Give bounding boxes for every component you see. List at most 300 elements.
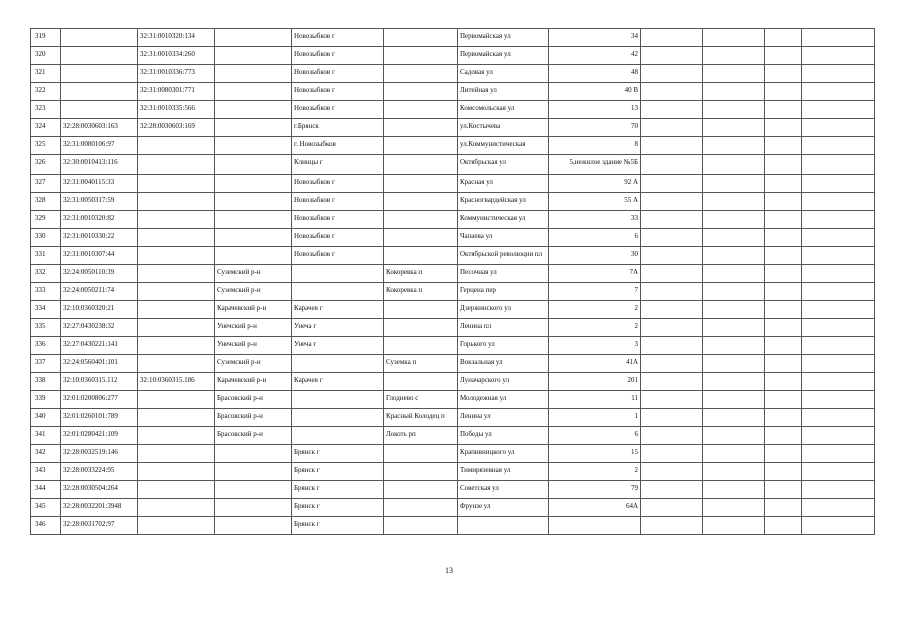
cadastral-number: 32:27:0430221:141: [61, 337, 138, 355]
empty-cell: [802, 337, 875, 355]
empty-cell: [703, 301, 765, 319]
district-cell: Суземский р-н: [215, 283, 292, 301]
empty-cell: [703, 409, 765, 427]
cadastral-number: 32:31:0040115:33: [61, 175, 138, 193]
empty-cell: [641, 83, 703, 101]
cadastral-number-2: [138, 301, 215, 319]
street-cell: Советская ул: [458, 481, 549, 499]
cadastral-number: 32:24:0050110:39: [61, 265, 138, 283]
empty-cell: [703, 427, 765, 445]
cadastral-number: 32:24:0560401:101: [61, 355, 138, 373]
cadastral-number: 32:01:0260101:789: [61, 409, 138, 427]
cadastral-number-2: [138, 481, 215, 499]
cadastral-number-2: [138, 265, 215, 283]
cadastral-number-2: [138, 355, 215, 373]
empty-cell: [765, 409, 802, 427]
house-number-cell: 55 А: [549, 193, 641, 211]
district-cell: [215, 517, 292, 535]
house-number-cell: 79: [549, 481, 641, 499]
empty-cell: [703, 445, 765, 463]
empty-cell: [641, 409, 703, 427]
cadastral-number: [61, 101, 138, 119]
house-number-cell: 33: [549, 211, 641, 229]
settlement-cell: Кокоревка п: [384, 265, 458, 283]
empty-cell: [765, 319, 802, 337]
settlement-cell: [384, 101, 458, 119]
city-cell: [292, 391, 384, 409]
cadastral-number: 32:30:0010413:116: [61, 155, 138, 175]
row-number: 326: [31, 155, 61, 175]
district-cell: Суземский р-н: [215, 265, 292, 283]
street-cell: Тимирязевная ул: [458, 463, 549, 481]
city-cell: Брянск г: [292, 445, 384, 463]
settlement-cell: [384, 47, 458, 65]
settlement-cell: [384, 319, 458, 337]
empty-cell: [765, 137, 802, 155]
table-row: [31, 517, 875, 535]
house-number-cell: 7А: [549, 265, 641, 283]
street-cell: Октябрьской революции пл: [458, 247, 549, 265]
house-number-cell: 13: [549, 101, 641, 119]
cadastral-number: 32:28:0032519:146: [61, 445, 138, 463]
empty-cell: [802, 409, 875, 427]
settlement-cell: [384, 373, 458, 391]
row-number: 323: [31, 101, 61, 119]
district-cell: [215, 499, 292, 517]
empty-cell: [765, 499, 802, 517]
empty-cell: [802, 481, 875, 499]
settlement-cell: [384, 445, 458, 463]
cadastral-number: [61, 83, 138, 101]
empty-cell: [802, 211, 875, 229]
district-cell: [215, 47, 292, 65]
empty-cell: [802, 229, 875, 247]
row-number: 322: [31, 83, 61, 101]
empty-cell: [765, 445, 802, 463]
empty-cell: [802, 391, 875, 409]
street-cell: Герцена пер: [458, 283, 549, 301]
district-cell: Унечский р-н: [215, 319, 292, 337]
house-number-cell: 15: [549, 445, 641, 463]
row-number: 331: [31, 247, 61, 265]
empty-cell: [703, 175, 765, 193]
empty-cell: [641, 427, 703, 445]
settlement-cell: [384, 29, 458, 47]
empty-cell: [641, 47, 703, 65]
city-cell: [292, 265, 384, 283]
district-cell: [215, 137, 292, 155]
row-number: 338: [31, 373, 61, 391]
settlement-cell: [384, 247, 458, 265]
empty-cell: [765, 373, 802, 391]
city-cell: Карачев г: [292, 301, 384, 319]
cadastral-number-2: [138, 155, 215, 175]
cadastral-number: 32:31:0050317:59: [61, 193, 138, 211]
empty-cell: [765, 265, 802, 283]
cadastral-number-2: [138, 517, 215, 535]
street-cell: Октябрьская ул: [458, 155, 549, 175]
empty-cell: [703, 463, 765, 481]
district-cell: [215, 155, 292, 175]
cadastral-number-2: [138, 283, 215, 301]
cadastral-number: 32:01:0200806:277: [61, 391, 138, 409]
empty-cell: [802, 175, 875, 193]
empty-cell: [802, 499, 875, 517]
cadastral-number: 32:10:0360320:21: [61, 301, 138, 319]
cadastral-number-2: 32:31:0010320:134: [138, 29, 215, 47]
city-cell: Новозыбков г: [292, 247, 384, 265]
empty-cell: [802, 301, 875, 319]
house-number-cell: 40 В: [549, 83, 641, 101]
empty-cell: [765, 463, 802, 481]
street-cell: Литейная ул: [458, 83, 549, 101]
street-cell: Красногвардейская ул: [458, 193, 549, 211]
empty-cell: [765, 301, 802, 319]
empty-cell: [802, 463, 875, 481]
district-cell: [215, 29, 292, 47]
city-cell: Новозыбков г: [292, 29, 384, 47]
city-cell: [292, 427, 384, 445]
empty-cell: [641, 445, 703, 463]
cadastral-number-2: [138, 247, 215, 265]
empty-cell: [641, 119, 703, 137]
empty-cell: [641, 517, 703, 535]
district-cell: [215, 445, 292, 463]
city-cell: Новозыбков г: [292, 175, 384, 193]
table-row: [31, 499, 875, 517]
settlement-cell: [384, 211, 458, 229]
row-number: 328: [31, 193, 61, 211]
empty-cell: [802, 355, 875, 373]
empty-cell: [802, 247, 875, 265]
district-cell: Брасовский р-н: [215, 427, 292, 445]
district-cell: [215, 175, 292, 193]
empty-cell: [703, 101, 765, 119]
empty-cell: [703, 355, 765, 373]
empty-cell: [765, 229, 802, 247]
row-number: 336: [31, 337, 61, 355]
house-number-cell: 6: [549, 229, 641, 247]
cadastral-number: 32:24:0050211:74: [61, 283, 138, 301]
cadastral-number-2: [138, 211, 215, 229]
settlement-cell: [384, 175, 458, 193]
city-cell: Новозыбков г: [292, 211, 384, 229]
cadastral-number-2: [138, 427, 215, 445]
empty-cell: [703, 119, 765, 137]
empty-cell: [641, 29, 703, 47]
settlement-cell: [384, 517, 458, 535]
cadastral-number: [61, 47, 138, 65]
house-number-cell: 42: [549, 47, 641, 65]
cadastral-number: [61, 29, 138, 47]
empty-cell: [802, 283, 875, 301]
empty-cell: [703, 391, 765, 409]
district-cell: [215, 463, 292, 481]
city-cell: Унеча г: [292, 319, 384, 337]
city-cell: Карачев г: [292, 373, 384, 391]
table-row: [31, 193, 875, 211]
street-cell: Комсомольская ул: [458, 101, 549, 119]
house-number-cell: 70: [549, 119, 641, 137]
row-number: 327: [31, 175, 61, 193]
cadastral-number: 32:31:0010307:44: [61, 247, 138, 265]
table-row: [31, 83, 875, 101]
settlement-cell: Кокоревка п: [384, 283, 458, 301]
row-number: 342: [31, 445, 61, 463]
empty-cell: [765, 29, 802, 47]
cadastral-number-2: [138, 409, 215, 427]
empty-cell: [802, 265, 875, 283]
empty-cell: [802, 29, 875, 47]
empty-cell: [703, 83, 765, 101]
street-cell: Крапивницкого ул: [458, 445, 549, 463]
house-number-cell: 11: [549, 391, 641, 409]
house-number-cell: 1: [549, 409, 641, 427]
cadastral-number-2: [138, 499, 215, 517]
street-cell: Садовая ул: [458, 65, 549, 83]
street-cell: Фрунзе ул: [458, 499, 549, 517]
settlement-cell: [384, 83, 458, 101]
cadastral-number-2: 32:31:0080301:771: [138, 83, 215, 101]
empty-cell: [802, 445, 875, 463]
street-cell: Молодежная ул: [458, 391, 549, 409]
empty-cell: [703, 47, 765, 65]
empty-cell: [703, 211, 765, 229]
table-row: [31, 211, 875, 229]
row-number: 344: [31, 481, 61, 499]
city-cell: Брянск г: [292, 499, 384, 517]
empty-cell: [703, 517, 765, 535]
empty-cell: [641, 265, 703, 283]
empty-cell: [802, 119, 875, 137]
city-cell: Брянск г: [292, 517, 384, 535]
empty-cell: [703, 247, 765, 265]
street-cell: ул.Коммунистическая: [458, 137, 549, 155]
empty-cell: [703, 137, 765, 155]
row-number: 339: [31, 391, 61, 409]
district-cell: Брасовский р-н: [215, 391, 292, 409]
house-number-cell: 7: [549, 283, 641, 301]
empty-cell: [703, 29, 765, 47]
empty-cell: [641, 175, 703, 193]
district-cell: Карачевский р-н: [215, 373, 292, 391]
empty-cell: [703, 155, 765, 175]
house-number-cell: 64А: [549, 499, 641, 517]
settlement-cell: [384, 499, 458, 517]
table-row: [31, 283, 875, 301]
house-number-cell: 30: [549, 247, 641, 265]
city-cell: г. Новозыбков: [292, 137, 384, 155]
empty-cell: [765, 355, 802, 373]
row-number: 345: [31, 499, 61, 517]
street-cell: Коммунистическая ул: [458, 211, 549, 229]
empty-cell: [765, 427, 802, 445]
cadastral-number: 32:28:0032201:3948: [61, 499, 138, 517]
property-table: [30, 28, 875, 535]
table-row: [31, 119, 875, 137]
row-number: 324: [31, 119, 61, 137]
settlement-cell: [384, 193, 458, 211]
cadastral-number-2: 32:28:0030603:169: [138, 119, 215, 137]
empty-cell: [703, 283, 765, 301]
cadastral-number-2: 32:10:0360315.186: [138, 373, 215, 391]
settlement-cell: Красный Колодец п: [384, 409, 458, 427]
table-row: [31, 301, 875, 319]
row-number: 335: [31, 319, 61, 337]
city-cell: [292, 283, 384, 301]
empty-cell: [703, 481, 765, 499]
settlement-cell: [384, 463, 458, 481]
empty-cell: [802, 83, 875, 101]
house-number-cell: 34: [549, 29, 641, 47]
empty-cell: [765, 101, 802, 119]
cadastral-number-2: [138, 193, 215, 211]
empty-cell: [641, 65, 703, 83]
empty-cell: [641, 247, 703, 265]
street-cell: ул.Костычева: [458, 119, 549, 137]
table-row: [31, 373, 875, 391]
cadastral-number: 32:01:0280421:109: [61, 427, 138, 445]
table-row: [31, 155, 875, 175]
house-number-cell: 48: [549, 65, 641, 83]
settlement-cell: [384, 337, 458, 355]
cadastral-number-2: 32:31:0010336:773: [138, 65, 215, 83]
cadastral-number: 32:28:0031702:97: [61, 517, 138, 535]
empty-cell: [802, 373, 875, 391]
district-cell: [215, 101, 292, 119]
street-cell: Вокзальная ул: [458, 355, 549, 373]
cadastral-number-2: [138, 391, 215, 409]
row-number: 332: [31, 265, 61, 283]
cadastral-number-2: [138, 175, 215, 193]
empty-cell: [641, 137, 703, 155]
empty-cell: [765, 247, 802, 265]
empty-cell: [802, 65, 875, 83]
house-number-cell: 41А: [549, 355, 641, 373]
table-row: [31, 337, 875, 355]
settlement-cell: Локоть рп: [384, 427, 458, 445]
settlement-cell: [384, 65, 458, 83]
table-row: [31, 409, 875, 427]
district-cell: Брасовский р-н: [215, 409, 292, 427]
street-cell: [458, 517, 549, 535]
street-cell: Чапаева ул: [458, 229, 549, 247]
table-row: [31, 229, 875, 247]
district-cell: [215, 119, 292, 137]
table-body: [31, 29, 875, 535]
cadastral-number-2: [138, 229, 215, 247]
street-cell: Дзержинского ул: [458, 301, 549, 319]
empty-cell: [802, 47, 875, 65]
district-cell: [215, 229, 292, 247]
empty-cell: [641, 481, 703, 499]
cadastral-number: 32:28:0033224:95: [61, 463, 138, 481]
empty-cell: [802, 101, 875, 119]
empty-cell: [641, 229, 703, 247]
table-row: [31, 247, 875, 265]
house-number-cell: 5,нежилое здание №5Б: [549, 155, 641, 175]
empty-cell: [703, 499, 765, 517]
district-cell: [215, 247, 292, 265]
city-cell: Унеча г: [292, 337, 384, 355]
empty-cell: [765, 283, 802, 301]
district-cell: Унечский р-н: [215, 337, 292, 355]
city-cell: Новозыбков г: [292, 229, 384, 247]
empty-cell: [641, 355, 703, 373]
city-cell: Брянск г: [292, 463, 384, 481]
street-cell: Песочная ул: [458, 265, 549, 283]
row-number: 343: [31, 463, 61, 481]
house-number-cell: 2: [549, 319, 641, 337]
street-cell: Красная ул: [458, 175, 549, 193]
cadastral-number: 32:31:0080106:97: [61, 137, 138, 155]
house-number-cell: 201: [549, 373, 641, 391]
empty-cell: [765, 391, 802, 409]
street-cell: Ленина пл: [458, 319, 549, 337]
empty-cell: [641, 391, 703, 409]
empty-cell: [703, 373, 765, 391]
empty-cell: [802, 517, 875, 535]
table-row: [31, 355, 875, 373]
street-cell: Луначарского ул: [458, 373, 549, 391]
cadastral-number: [61, 65, 138, 83]
table-row: [31, 137, 875, 155]
empty-cell: [765, 175, 802, 193]
city-cell: Новозыбков г: [292, 47, 384, 65]
table-row: [31, 265, 875, 283]
house-number-cell: 92 А: [549, 175, 641, 193]
empty-cell: [641, 301, 703, 319]
settlement-cell: [384, 155, 458, 175]
table-row: [31, 175, 875, 193]
empty-cell: [765, 193, 802, 211]
settlement-cell: [384, 229, 458, 247]
street-cell: Ленина ул: [458, 409, 549, 427]
empty-cell: [641, 155, 703, 175]
city-cell: г.Брянск: [292, 119, 384, 137]
table-row: [31, 47, 875, 65]
city-cell: Новозыбков г: [292, 65, 384, 83]
empty-cell: [802, 319, 875, 337]
empty-cell: [802, 193, 875, 211]
table-row: [31, 391, 875, 409]
empty-cell: [765, 65, 802, 83]
empty-cell: [641, 499, 703, 517]
empty-cell: [802, 427, 875, 445]
table-row: [31, 101, 875, 119]
table-row: [31, 463, 875, 481]
district-cell: [215, 193, 292, 211]
table-row: [31, 445, 875, 463]
empty-cell: [765, 119, 802, 137]
district-cell: Суземский р-н: [215, 355, 292, 373]
cadastral-number-2: [138, 445, 215, 463]
settlement-cell: [384, 137, 458, 155]
cadastral-number: 32:31:0010320:82: [61, 211, 138, 229]
city-cell: Новозыбков г: [292, 83, 384, 101]
empty-cell: [765, 517, 802, 535]
row-number: 341: [31, 427, 61, 445]
empty-cell: [703, 319, 765, 337]
street-cell: Первомайская ул: [458, 29, 549, 47]
empty-cell: [802, 137, 875, 155]
empty-cell: [703, 193, 765, 211]
empty-cell: [641, 373, 703, 391]
empty-cell: [641, 101, 703, 119]
empty-cell: [765, 337, 802, 355]
empty-cell: [703, 265, 765, 283]
settlement-cell: [384, 119, 458, 137]
